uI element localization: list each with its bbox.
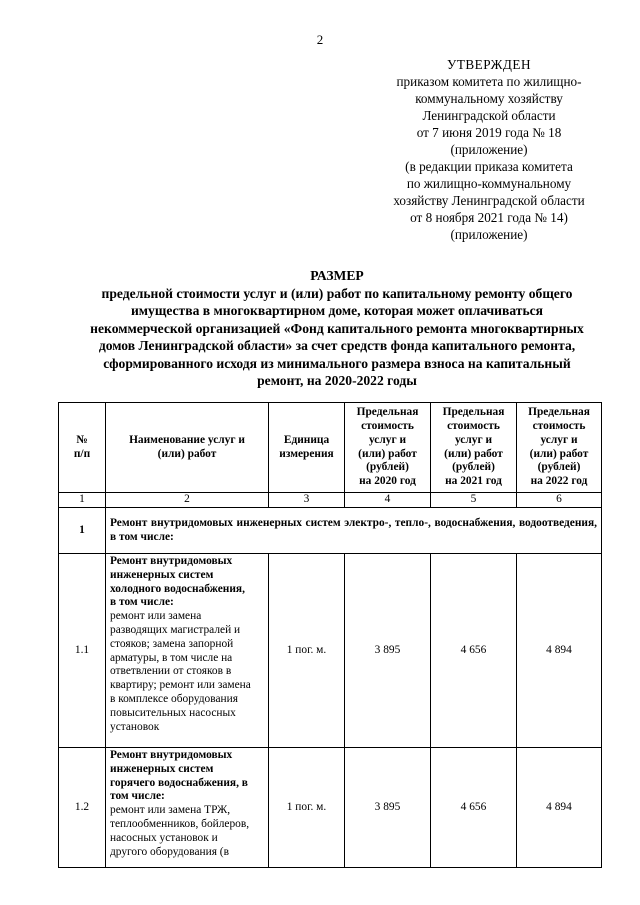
row-desc-line: стояков; замена запорной <box>110 637 234 650</box>
approval-line: Ленинградской области <box>422 108 556 123</box>
column-index: 3 <box>269 493 345 508</box>
price-table <box>58 402 602 868</box>
approval-line: (приложение) <box>450 227 528 242</box>
row-num: 1.2 <box>59 748 106 868</box>
header-2022 <box>517 403 602 493</box>
approval-line: хозяйству Ленинградской области <box>393 193 585 208</box>
header-num <box>59 403 106 493</box>
row-title-line: холодного водоснабжения, <box>110 582 245 595</box>
column-index: 6 <box>517 493 602 508</box>
section-row <box>59 508 602 554</box>
title-line: домов Ленинградской области» за счет средств фонда капитального ремонта, <box>98 338 576 353</box>
row-price-2020: 3 895 <box>345 748 431 868</box>
column-index: 5 <box>431 493 517 508</box>
row-desc-line: насосных установок и <box>110 831 218 844</box>
row-desc-line: ремонт или замена <box>110 610 202 623</box>
row-desc-line: разводящих магистралей и <box>110 623 241 636</box>
table-row <box>59 554 602 748</box>
approval-line: приказом комитета по жилищно- <box>396 74 582 89</box>
row-desc-line: повысительных насосных <box>110 706 236 719</box>
table-row <box>59 748 602 868</box>
approval-line: по жилищно-коммунальному <box>406 176 572 191</box>
row-num: 1.1 <box>59 554 106 748</box>
header-text: стоимость <box>361 419 414 432</box>
row-title-line: Ремонт внутридомовых <box>110 555 233 567</box>
title-line: некоммерческой организацией «Фонд капитального ремонта многоквартирных <box>90 320 584 336</box>
row-desc-line: ремонт или замена ТРЖ, <box>110 804 231 817</box>
header-text: Предельная <box>356 406 419 419</box>
row-desc-line: другого оборудования (в <box>110 845 229 858</box>
row-desc-line: квартиру; ремонт или замена <box>110 679 251 692</box>
row-title-line: Ремонт внутридомовых <box>110 749 233 761</box>
row-desc-line: в комплексе оборудования <box>110 692 238 705</box>
column-index: 1 <box>59 493 106 508</box>
header-text: (или) работ <box>444 447 503 460</box>
section-title: Ремонт внутридомовых инженерных систем электро-, тепло-, водоснабжения, водоотведения, в том числе: <box>106 508 602 554</box>
approval-heading: УТВЕРЖДЕН <box>446 57 531 72</box>
header-name <box>106 403 269 493</box>
header-text: на 2020 год <box>359 475 416 488</box>
header-2021 <box>431 403 517 493</box>
header-text: Единица <box>283 433 330 446</box>
column-index-row <box>59 493 602 508</box>
row-description <box>106 748 269 868</box>
row-unit: 1 пог. м. <box>269 748 345 868</box>
row-price-2020: 3 895 <box>345 554 431 748</box>
row-description <box>106 554 269 748</box>
row-title-line: инженерных систем <box>110 762 214 775</box>
row-title-line: горячего водоснабжения, в <box>110 776 248 789</box>
header-text: (или) работ <box>529 447 589 460</box>
section-num: 1 <box>59 508 106 554</box>
row-desc-line: установок <box>110 720 160 733</box>
header-unit <box>269 403 345 493</box>
header-text: (или) работ <box>157 447 217 460</box>
header-text: на 2022 год <box>530 475 588 488</box>
header-text: услуг и <box>368 433 407 446</box>
table-header-row <box>59 403 602 493</box>
header-text: Предельная <box>528 406 590 419</box>
page-number: 2 <box>316 32 324 47</box>
row-price-2022: 4 894 <box>517 748 602 868</box>
row-title-line: инженерных систем <box>110 568 214 581</box>
header-text: услуг и <box>540 433 578 446</box>
approval-line: от 8 ноября 2021 года № 14) <box>410 210 568 225</box>
row-desc-line: ответвлении от стояков в <box>110 665 232 678</box>
approval-stamp <box>372 56 606 243</box>
header-text: на 2021 год <box>445 475 502 488</box>
header-text: (рублей) <box>452 461 495 474</box>
row-title-line: в том числе: <box>110 596 174 609</box>
row-desc-line: теплообменников, бойлеров, <box>110 817 250 830</box>
header-text: (или) работ <box>358 447 417 460</box>
title-heading: РАЗМЕР <box>310 268 364 283</box>
row-price-2022: 4 894 <box>517 554 602 748</box>
approval-line: (в редакции приказа комитета <box>405 159 573 174</box>
document-title <box>40 267 634 390</box>
row-unit: 1 пог. м. <box>269 554 345 748</box>
header-text: № <box>76 433 88 446</box>
header-text: Наименование услуг и <box>129 433 245 446</box>
header-text: Предельная <box>442 406 505 419</box>
approval-line: (приложение) <box>450 142 528 157</box>
title-line: ремонт, на 2020-2022 годы <box>257 373 417 388</box>
header-text: измерения <box>279 447 334 460</box>
column-index: 4 <box>345 493 431 508</box>
approval-line: коммунальному хозяйству <box>415 91 563 106</box>
title-line: предельной стоимости услуг и (или) работ по капитальному ремонту общего <box>101 285 573 301</box>
header-text: стоимость <box>447 419 500 432</box>
title-line: имущества в многоквартирном доме, которая может оплачиваться <box>130 303 544 318</box>
header-text: стоимость <box>532 419 586 432</box>
row-desc-line: арматуры, в том числе на <box>110 651 233 664</box>
row-title-line: том числе: <box>110 790 165 803</box>
header-2020 <box>345 403 431 493</box>
column-index: 2 <box>106 493 269 508</box>
title-line: сформированного исходя из минимального размера взноса на капитальный <box>103 355 571 371</box>
header-text: услуг и <box>454 433 493 446</box>
row-price-2021: 4 656 <box>431 554 517 748</box>
header-text: (рублей) <box>537 461 581 474</box>
header-text: п/п <box>73 447 91 460</box>
row-price-2021: 4 656 <box>431 748 517 868</box>
approval-line: от 7 июня 2019 года № 18 <box>416 125 562 140</box>
header-text: (рублей) <box>366 461 409 474</box>
